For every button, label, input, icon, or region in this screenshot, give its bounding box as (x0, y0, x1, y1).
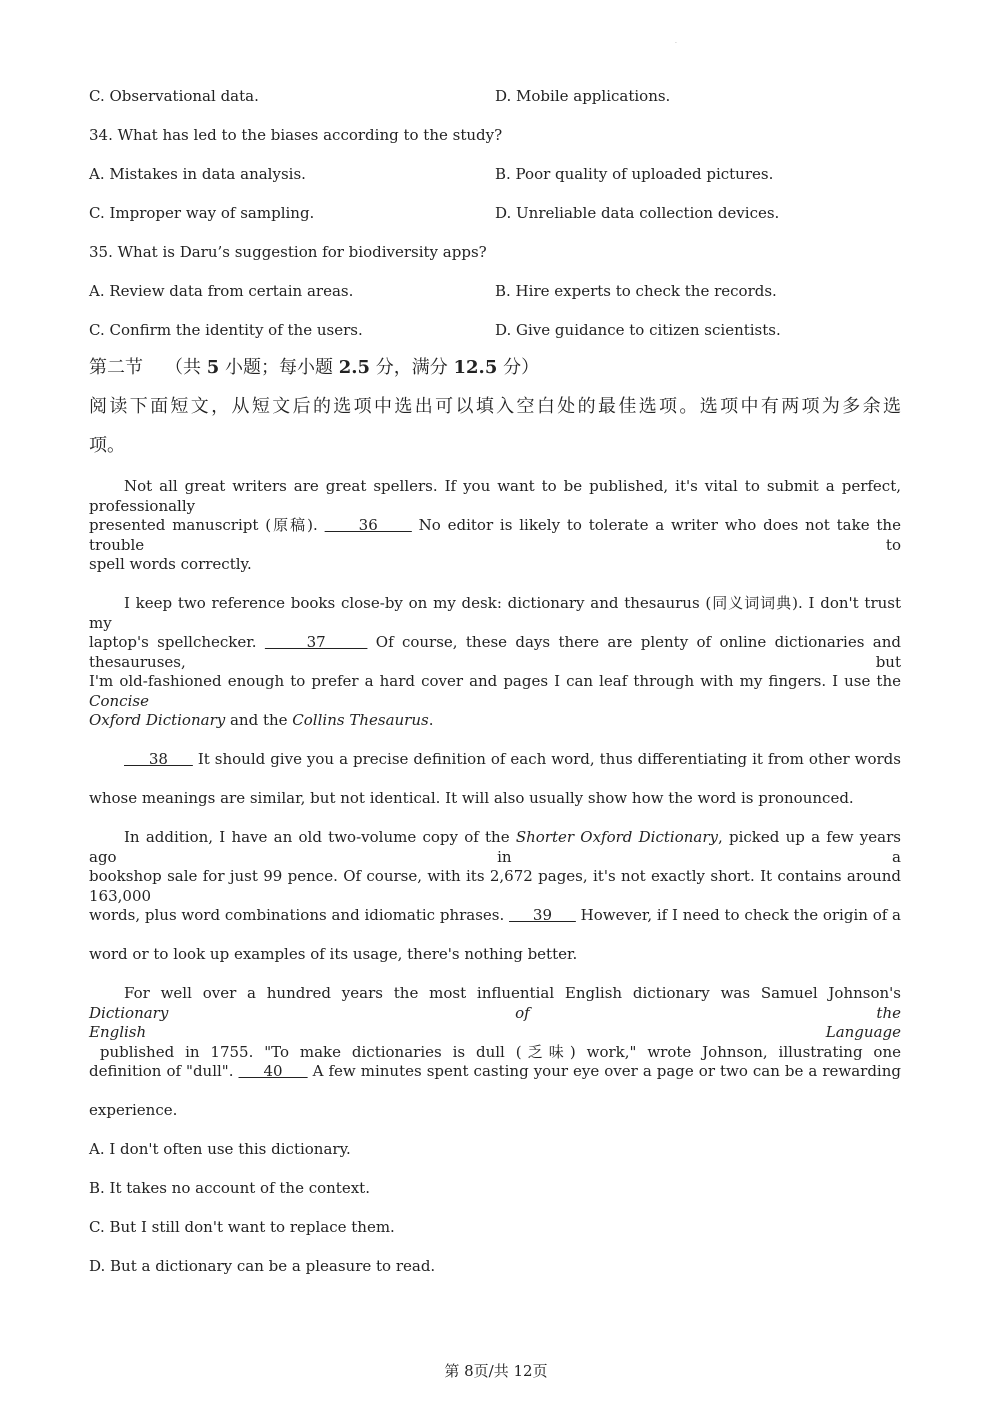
passage-p3-line1: 38 It should give you a precise definition of each word, thus differentiating it from other words (124, 750, 901, 768)
passage-p1-line2: presented manuscript (原稿). 36 No editor is likely to tolerate a writer who does not take the trouble to (89, 516, 901, 554)
passage-p5-line3: definition of "dull". 40 A few minutes spent casting your eye over a page or two can be a rewarding (89, 1062, 901, 1080)
passage-p5-line2: English Language published in 1755. "To make dictionaries is dull (乏味) work," wrote Johnson, illustrating one (89, 1023, 901, 1061)
passage-p2-line4: Oxford Dictionary and the Collins Thesaurus. (89, 711, 434, 729)
passage-p5-line1: For well over a hundred years the most influential English dictionary was Samuel Johnson's Dictionary of the (89, 984, 901, 1022)
option-b: B. It takes no account of the context. (89, 1179, 370, 1197)
q34-stem: 34. What has led to the biases according to the study? (89, 126, 503, 144)
passage-p4-line3: words, plus word combinations and idiomatic phrases. 39 However, if I need to check the origin of a (89, 906, 901, 924)
passage-p2-line2: laptop's spellchecker. 37 Of course, these days there are plenty of online dictionaries and thesauruses, but (89, 633, 901, 671)
section2-instruction-line2: 项。 (89, 435, 125, 456)
q33-option-c: C. Observational data. (89, 87, 259, 105)
blank-38: 38 (124, 750, 193, 768)
blank-40: 40 (238, 1062, 308, 1080)
blank-39: 39 (509, 906, 576, 924)
option-c: C. But I still don't want to replace them. (89, 1218, 395, 1236)
section2-instruction-line1: 阅读下面短文，从短文后的选项中选出可以填入空白处的最佳选项。选项中有两项为多余选 (89, 396, 901, 417)
passage-p1-line1: Not all great writers are great spellers. If you want to be published, it's vital to submit a perfect, professionally (89, 477, 901, 515)
section2-title: 第二节 (89, 357, 143, 378)
passage-p2-line1: I keep two reference books close-by on my desk: dictionary and thesaurus (同义词词典). I don't trust my (89, 594, 901, 632)
q33-option-d: D. Mobile applications. (495, 87, 671, 105)
passage-p1-line3: spell words correctly. (89, 555, 252, 573)
q35-option-b: B. Hire experts to check the records. (495, 282, 777, 300)
passage-p2-line3: I'm old-fashioned enough to prefer a hard cover and pages I can leaf through with my fingers. I use the Concise (89, 672, 901, 710)
passage-p3-line2: whose meanings are similar, but not identical. It will also usually show how the word is pronounced. (89, 789, 854, 807)
blank-37: 37 (264, 633, 368, 651)
page-number: 第 8页/共 12页 (444, 1362, 548, 1380)
option-a: A. I don't often use this dictionary. (89, 1140, 351, 1158)
section2-heading: 第二节 （共 5 小题；每小题 2.5 分，满分 12.5 分） (89, 357, 540, 378)
passage-p4-line1: In addition, I have an old two-volume copy of the Shorter Oxford Dictionary, picked up a few years ago in a (89, 828, 901, 866)
passage-p5-line4: experience. (89, 1101, 178, 1119)
option-d: D. But a dictionary can be a pleasure to read. (89, 1257, 436, 1275)
q35-option-c: C. Confirm the identity of the users. (89, 321, 363, 339)
q35-option-a: A. Review data from certain areas. (89, 282, 354, 300)
q34-option-a: A. Mistakes in data analysis. (89, 165, 306, 183)
passage-p4-line2: bookshop sale for just 99 pence. Of course, with its 2,672 pages, it's not exactly short. It contains around 163,000 (89, 867, 901, 905)
q35-option-d: D. Give guidance to citizen scientists. (495, 321, 781, 339)
q34-option-b: B. Poor quality of uploaded pictures. (495, 165, 774, 183)
q34-option-c: C. Improper way of sampling. (89, 204, 315, 222)
q34-option-d: D. Unreliable data collection devices. (495, 204, 780, 222)
blank-36: 36 (324, 516, 412, 534)
passage-p4-line4: word or to look up examples of its usage, there's nothing better. (89, 945, 578, 963)
scan-mark: · (675, 40, 677, 47)
q35-stem: 35. What is Daru’s suggestion for biodiversity apps? (89, 243, 487, 261)
